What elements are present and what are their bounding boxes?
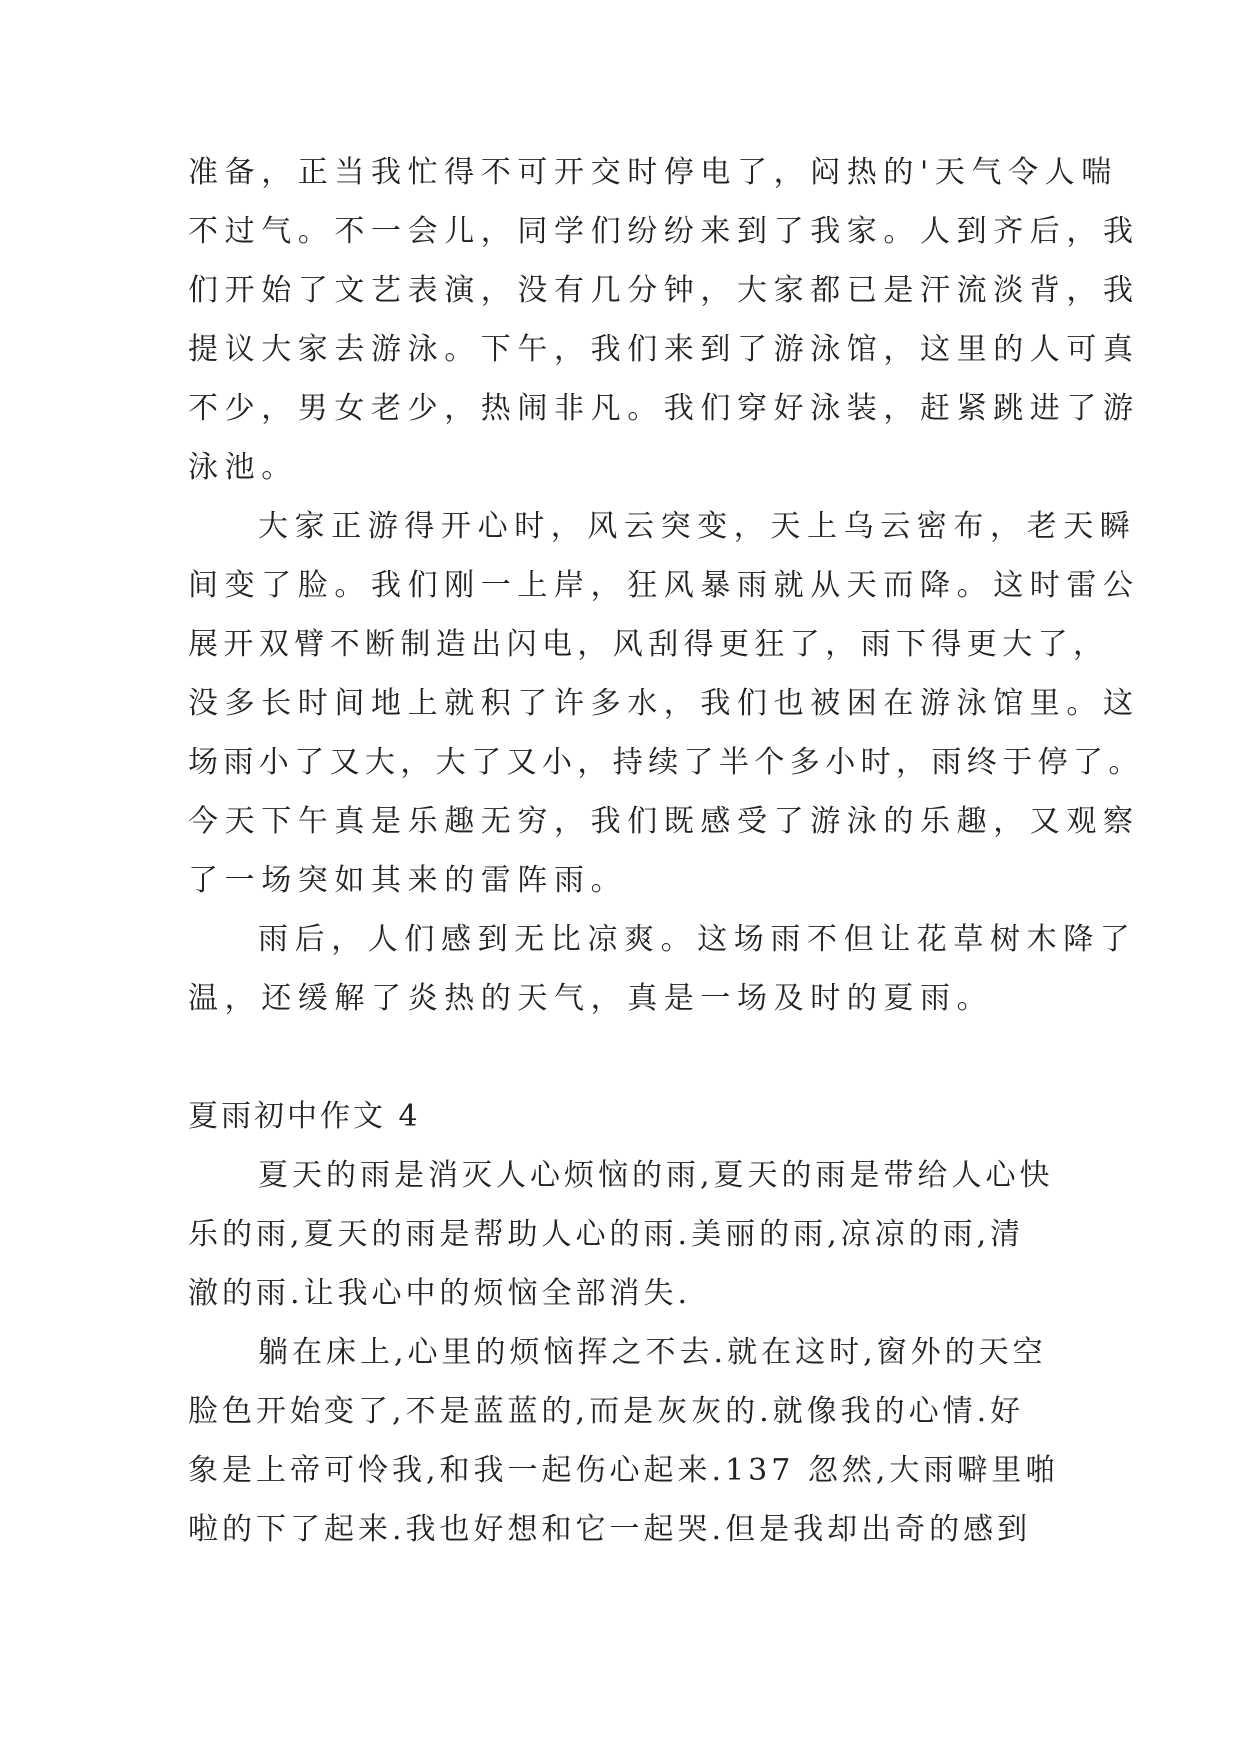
- paragraph-line: 场雨小了又大，大了又小，持续了半个多小时，雨终于停了。: [188, 745, 1144, 780]
- paragraph-line: 准备，正当我忙得不可开交时停电了，闷热的'天气令人喘: [188, 155, 1118, 190]
- paragraph-line: 今天下午真是乐趣无穷，我们既感受了游泳的乐趣，又观察: [188, 804, 1140, 839]
- essay-body-part-2: [188, 1146, 1068, 1559]
- paragraph-line: 澈的雨.让我心中的烦恼全部消失.: [188, 1276, 692, 1311]
- paragraph-line: 温，还缓解了炎热的天气，真是一场及时的夏雨。: [188, 981, 994, 1016]
- paragraph-line: 不过气。不一会儿，同学们纷纷来到了我家。人到齐后，我: [188, 214, 1140, 249]
- paragraph-line: 们开始了文艺表演，没有几分钟，大家都已是汗流淡背，我: [188, 273, 1140, 308]
- paragraph-line: 夏天的雨是消灭人心烦恼的雨,夏天的雨是带给人心快: [258, 1158, 1054, 1193]
- essay-body-part-1: [188, 143, 1144, 1028]
- paragraph-line: 大家正游得开心时，风云突变，天上乌云密布，老天瞬: [258, 509, 1137, 544]
- paragraph-line: 不少，男女老少，热闹非凡。我们穿好泳装，赶紧跳进了游: [188, 391, 1140, 426]
- paragraph-line: 脸色开始变了,不是蓝蓝的,而是灰灰的.就像我的心情.好: [188, 1394, 1025, 1429]
- paragraph-line: 象是上帝可怜我,和我一起伤心起来.137 忽然,大雨噼里啪: [188, 1453, 1060, 1488]
- paragraph-line: 了一场突如其来的雷阵雨。: [188, 863, 628, 898]
- paragraph-line: 泳池。: [188, 450, 298, 485]
- paragraph-line: 没多长时间地上就积了许多水，我们也被困在游泳馆里。这: [188, 686, 1140, 721]
- paragraph-line: 啦的下了起来.我也好想和它一起哭.但是我却出奇的感到: [188, 1512, 1032, 1547]
- paragraph-line: 乐的雨,夏天的雨是帮助人心的雨.美丽的雨,凉凉的雨,清: [188, 1217, 1025, 1252]
- paragraph-line: 提议大家去游泳。下午，我们来到了游泳馆，这里的人可真: [188, 332, 1140, 367]
- paragraph-line: 展开双臂不断制造出闪电，风刮得更狂了，雨下得更大了，: [188, 627, 1109, 662]
- paragraph-line: 间变了脸。我们刚一上岸，狂风暴雨就从天而降。这时雷公: [188, 568, 1140, 603]
- paragraph-line: 躺在床上,心里的烦恼挥之不去.就在这时,窗外的天空: [258, 1335, 1047, 1370]
- paragraph-line: 雨后，人们感到无比凉爽。这场雨不但让花草树木降了: [258, 922, 1137, 957]
- section-heading: 夏雨初中作文 4: [188, 1099, 421, 1134]
